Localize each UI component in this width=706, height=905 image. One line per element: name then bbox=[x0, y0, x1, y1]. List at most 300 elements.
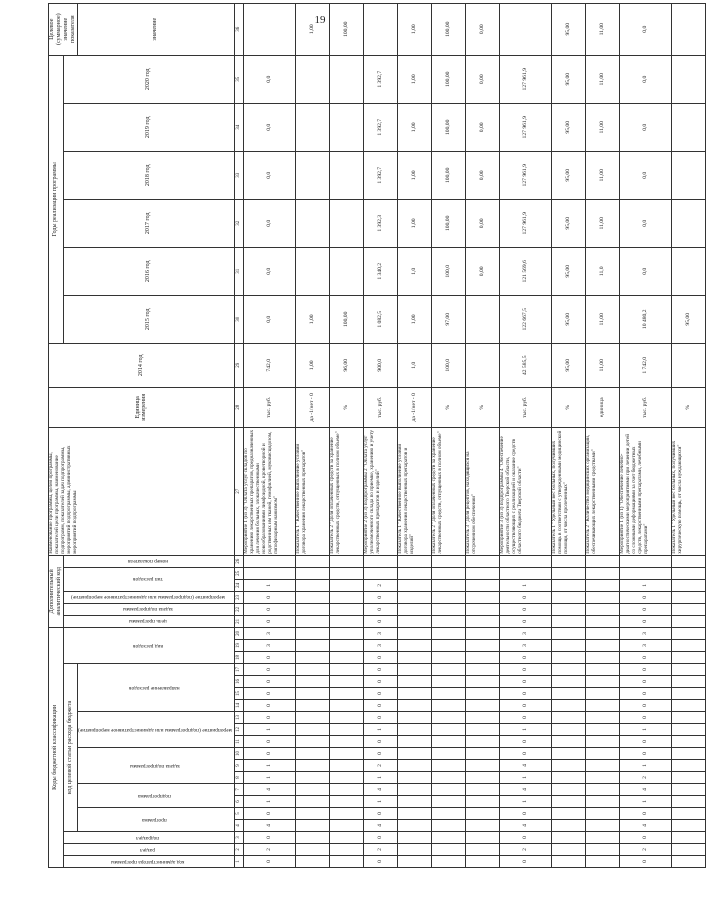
program-table bbox=[48, 3, 706, 868]
value-cell: 95,00 bbox=[671, 295, 705, 343]
col-indicator-number: номер показателя bbox=[63, 555, 234, 567]
code-cell bbox=[585, 760, 619, 772]
code-cell: 0 bbox=[363, 856, 397, 868]
value-cell bbox=[243, 3, 295, 55]
code-cell: 0 bbox=[619, 688, 671, 700]
year-2014-header: 2014 год bbox=[49, 343, 235, 387]
code-cell bbox=[431, 832, 465, 844]
code-cell bbox=[397, 796, 431, 808]
code-cell bbox=[551, 688, 585, 700]
code-cell bbox=[551, 784, 585, 796]
column-index-cell: 29 bbox=[234, 343, 243, 387]
code-cell bbox=[295, 688, 329, 700]
code-cell bbox=[551, 760, 585, 772]
value-cell: 11,0 bbox=[585, 247, 619, 295]
table-body bbox=[243, 3, 705, 867]
code-cell bbox=[551, 615, 585, 627]
row-description: Показатель 1 "Качественное выполнение условий договора хранения лекарственных препаратов" bbox=[295, 427, 329, 555]
code-cell: 4 bbox=[363, 820, 397, 832]
column-index-cell: 24 bbox=[234, 579, 243, 591]
row-description: Показатель 3 "Доля рецептов, находящихся на отсроченном обеспечении" bbox=[465, 427, 499, 555]
code-cell bbox=[585, 796, 619, 808]
column-index-cell: 25 bbox=[234, 567, 243, 579]
code-cell bbox=[295, 664, 329, 676]
code-cell: 3 bbox=[363, 640, 397, 652]
code-cell: 0 bbox=[499, 603, 551, 615]
code-cell bbox=[431, 579, 465, 591]
code-cell bbox=[397, 567, 431, 579]
value-cell bbox=[671, 3, 705, 55]
code-cell bbox=[295, 784, 329, 796]
value-cell: 1,00 bbox=[295, 295, 329, 343]
code-cell: 0 bbox=[363, 808, 397, 820]
column-index-cell: 27 bbox=[234, 427, 243, 555]
code-cell: 0 bbox=[499, 832, 551, 844]
code-cell bbox=[431, 627, 465, 639]
code-cell bbox=[431, 700, 465, 712]
code-cell bbox=[397, 784, 431, 796]
code-cell bbox=[243, 567, 295, 579]
code-cell bbox=[295, 652, 329, 664]
table-row bbox=[671, 3, 705, 867]
code-cell bbox=[295, 579, 329, 591]
code-cell bbox=[551, 676, 585, 688]
row-description: Показатель 1 "Удельный вес больных, получивших помощь в соответствии с утвержденными медицинской помощи, от числа пролеченных" bbox=[551, 427, 585, 555]
code-cell bbox=[465, 664, 499, 676]
column-index-cell: 11 bbox=[234, 736, 243, 748]
code-cell: 0 bbox=[499, 591, 551, 603]
code-cell: 0 bbox=[363, 603, 397, 615]
code-cell bbox=[431, 760, 465, 772]
code-cell bbox=[671, 664, 705, 676]
code-cell bbox=[671, 640, 705, 652]
table-row bbox=[363, 3, 397, 867]
code-cell: 0 bbox=[619, 856, 671, 868]
column-index-cell: 30 bbox=[234, 295, 243, 343]
value-cell bbox=[671, 55, 705, 103]
column-index-cell: 17 bbox=[234, 664, 243, 676]
column-index-cell: 34 bbox=[234, 103, 243, 151]
value-cell: 121 569,6 bbox=[499, 247, 551, 295]
code-cell: 0 bbox=[619, 591, 671, 603]
code-cell bbox=[465, 772, 499, 784]
code-cell bbox=[671, 724, 705, 736]
col-expense-type: вид расходов bbox=[63, 627, 234, 663]
code-cell: 0 bbox=[499, 748, 551, 760]
code-cell bbox=[671, 603, 705, 615]
code-cell bbox=[295, 640, 329, 652]
code-cell bbox=[671, 736, 705, 748]
code-cell bbox=[329, 796, 363, 808]
code-cell bbox=[671, 615, 705, 627]
code-cell bbox=[431, 784, 465, 796]
row-description: Мероприятие 2 (из 3) подпрограммы 2 "Оплата услуг уполномоченного склада по приемке, хранению и учету лекарственных препаратов и изделий" bbox=[363, 427, 397, 555]
col-section: раздел bbox=[63, 844, 234, 856]
code-cell bbox=[465, 579, 499, 591]
code-cell bbox=[329, 712, 363, 724]
table-row bbox=[329, 3, 363, 867]
value-cell: 42 585,5 bbox=[499, 343, 551, 387]
code-cell bbox=[329, 736, 363, 748]
code-cell: 2 bbox=[619, 844, 671, 856]
code-cell: 0 bbox=[619, 832, 671, 844]
column-index-cell: 20 bbox=[234, 627, 243, 639]
code-cell bbox=[551, 579, 585, 591]
row-description: Показатель 1 "Качественное выполнение условий договора хранения лекарственных препаратов и изделий" bbox=[397, 427, 431, 555]
column-index-row bbox=[234, 3, 243, 867]
code-cell: 1 bbox=[243, 796, 295, 808]
code-cell: 0 bbox=[243, 748, 295, 760]
code-cell: 1 bbox=[243, 579, 295, 591]
value-cell: 0,0 bbox=[619, 199, 671, 247]
code-cell bbox=[585, 555, 619, 567]
code-cell bbox=[431, 748, 465, 760]
code-cell bbox=[295, 603, 329, 615]
value-cell: 127 961,9 bbox=[499, 151, 551, 199]
value-cell: 100,0 bbox=[431, 247, 465, 295]
code-cell: 0 bbox=[363, 664, 397, 676]
table-row bbox=[465, 3, 499, 867]
year-2018-header: 2018 год bbox=[63, 151, 234, 199]
code-cell bbox=[551, 652, 585, 664]
value-cell: 1,00 bbox=[295, 3, 329, 55]
code-cell bbox=[329, 832, 363, 844]
value-cell: 1 392,7 bbox=[363, 151, 397, 199]
value-cell: 0,0 bbox=[243, 55, 295, 103]
code-cell: 4 bbox=[243, 784, 295, 796]
code-cell bbox=[295, 796, 329, 808]
code-cell bbox=[465, 603, 499, 615]
code-cell bbox=[295, 820, 329, 832]
code-cell bbox=[329, 591, 363, 603]
value-cell: 11,00 bbox=[585, 55, 619, 103]
code-cell bbox=[671, 820, 705, 832]
value-cell: 0,00 bbox=[465, 55, 499, 103]
code-cell bbox=[671, 579, 705, 591]
value-cell: 127 961,9 bbox=[499, 55, 551, 103]
code-cell bbox=[551, 640, 585, 652]
code-cell bbox=[431, 712, 465, 724]
value-cell: 95,00 bbox=[551, 103, 585, 151]
code-cell bbox=[397, 627, 431, 639]
value-cell: 1 392,3 bbox=[363, 199, 397, 247]
code-cell bbox=[671, 844, 705, 856]
column-index-cell: 5 bbox=[234, 808, 243, 820]
value-cell: 11,00 bbox=[585, 151, 619, 199]
code-cell: 0 bbox=[243, 591, 295, 603]
code-cell: 3 bbox=[499, 627, 551, 639]
code-cell: 0 bbox=[619, 712, 671, 724]
col-subprogram: подпрограмма bbox=[77, 784, 234, 808]
code-cell bbox=[465, 736, 499, 748]
year-2016-header: 2016 год bbox=[63, 247, 234, 295]
code-cell: 4 bbox=[363, 784, 397, 796]
code-cell: 0 bbox=[243, 615, 295, 627]
value-cell: 95,00 bbox=[551, 55, 585, 103]
code-cell bbox=[295, 748, 329, 760]
additional-codes-header: Дополнительный аналитический код bbox=[49, 555, 64, 627]
code-cell bbox=[397, 832, 431, 844]
code-cell bbox=[431, 808, 465, 820]
code-cell bbox=[431, 615, 465, 627]
code-cell: 1 bbox=[619, 579, 671, 591]
code-cell bbox=[329, 615, 363, 627]
code-cell bbox=[551, 712, 585, 724]
code-cell bbox=[585, 627, 619, 639]
code-cell: 0 bbox=[243, 700, 295, 712]
row-description: Мероприятие 3 (из 3) подпрограммы 4 "Обеспечение деятельности областного Тверской области, осуществляющих с реализацией и оказание средств областного бюджета Тверской области" bbox=[499, 427, 551, 555]
table-row bbox=[499, 3, 551, 867]
code-cell: 0 bbox=[619, 808, 671, 820]
code-cell: 3 bbox=[243, 627, 295, 639]
code-cell: 0 bbox=[499, 712, 551, 724]
value-cell: 0,0 bbox=[243, 295, 295, 343]
value-cell bbox=[295, 55, 329, 103]
value-cell bbox=[465, 295, 499, 343]
code-cell: 0 bbox=[243, 603, 295, 615]
column-index-cell: 1 bbox=[234, 856, 243, 868]
code-cell bbox=[295, 712, 329, 724]
code-cell: 3 bbox=[363, 627, 397, 639]
col-event-add: мероприятие (подпрограммы или административное мероприятие) bbox=[63, 591, 234, 603]
code-cell bbox=[329, 760, 363, 772]
code-cell bbox=[397, 615, 431, 627]
code-cell: 0 bbox=[363, 591, 397, 603]
target-article-header: код целевой статьи расхода бюджета bbox=[63, 664, 77, 832]
code-cell: 1 bbox=[499, 796, 551, 808]
column-index-cell: 31 bbox=[234, 247, 243, 295]
column-index-cell: 13 bbox=[234, 712, 243, 724]
code-cell: 1 bbox=[363, 724, 397, 736]
column-index-cell: 16 bbox=[234, 676, 243, 688]
code-cell bbox=[551, 724, 585, 736]
unit-cell: тыс. руб. bbox=[499, 387, 551, 427]
value-cell: 1,0 bbox=[397, 343, 431, 387]
code-cell bbox=[551, 808, 585, 820]
code-cell bbox=[465, 820, 499, 832]
table-row bbox=[585, 3, 619, 867]
code-cell bbox=[671, 760, 705, 772]
code-cell bbox=[671, 796, 705, 808]
year-2019-header: 2019 год bbox=[63, 103, 234, 151]
code-cell: 0 bbox=[363, 652, 397, 664]
value-cell: 0,0 bbox=[619, 247, 671, 295]
code-cell bbox=[431, 820, 465, 832]
value-cell: 11,00 bbox=[585, 103, 619, 151]
code-cell: 1 bbox=[499, 724, 551, 736]
code-cell bbox=[329, 724, 363, 736]
code-cell bbox=[551, 567, 585, 579]
value-cell: 0,0 bbox=[619, 151, 671, 199]
code-cell bbox=[295, 736, 329, 748]
code-cell bbox=[465, 555, 499, 567]
code-cell bbox=[329, 700, 363, 712]
code-cell: 4 bbox=[619, 784, 671, 796]
code-cell bbox=[671, 652, 705, 664]
code-cell bbox=[551, 856, 585, 868]
code-cell: 0 bbox=[499, 808, 551, 820]
code-cell: 0 bbox=[243, 736, 295, 748]
code-cell bbox=[397, 688, 431, 700]
col-admin-code: код администратора программы bbox=[63, 856, 234, 868]
code-cell: 3 bbox=[499, 640, 551, 652]
value-cell: 11,00 bbox=[585, 295, 619, 343]
code-cell bbox=[585, 712, 619, 724]
value-cell: 95,00 bbox=[551, 151, 585, 199]
code-cell bbox=[363, 567, 397, 579]
column-index-cell: 32 bbox=[234, 199, 243, 247]
value-cell: 0,0 bbox=[619, 55, 671, 103]
row-description: Показатель 2 "Доля оплаченных средств за хранение лекарственных средств, отпущенных в полном объеме" bbox=[329, 427, 363, 555]
code-cell bbox=[295, 856, 329, 868]
value-cell: 0,0 bbox=[619, 103, 671, 151]
value-cell: 96,00 bbox=[329, 343, 363, 387]
row-description: Показатель 2 "Количество медицинских организаций, обеспечивающих лекарственными средствами" bbox=[585, 427, 619, 555]
code-cell: 1 bbox=[619, 796, 671, 808]
col-subprogram-task-add: задача подпрограммы bbox=[63, 603, 234, 615]
code-cell: 2 bbox=[363, 579, 397, 591]
code-cell: 4 bbox=[499, 820, 551, 832]
code-cell bbox=[329, 555, 363, 567]
code-cell bbox=[329, 856, 363, 868]
code-cell bbox=[465, 748, 499, 760]
code-cell bbox=[465, 796, 499, 808]
code-cell bbox=[329, 579, 363, 591]
value-cell bbox=[329, 151, 363, 199]
value-cell: 95,00 bbox=[551, 199, 585, 247]
code-cell bbox=[585, 748, 619, 760]
value-cell: 1,0 bbox=[397, 247, 431, 295]
code-cell: 0 bbox=[243, 676, 295, 688]
code-cell bbox=[397, 820, 431, 832]
code-cell: 1 bbox=[619, 760, 671, 772]
column-index-cell: 15 bbox=[234, 688, 243, 700]
column-index-cell: 3 bbox=[234, 832, 243, 844]
column-index-cell: 2 bbox=[234, 844, 243, 856]
unit-cell: % bbox=[465, 387, 499, 427]
code-cell bbox=[397, 772, 431, 784]
code-cell bbox=[465, 567, 499, 579]
code-cell bbox=[585, 664, 619, 676]
group-header-row bbox=[49, 3, 64, 867]
code-cell bbox=[397, 808, 431, 820]
code-cell bbox=[585, 688, 619, 700]
value-cell: 0,00 bbox=[465, 199, 499, 247]
code-cell bbox=[431, 603, 465, 615]
code-cell bbox=[465, 627, 499, 639]
value-cell: 1,00 bbox=[397, 199, 431, 247]
code-cell bbox=[295, 615, 329, 627]
code-cell: 1 bbox=[243, 772, 295, 784]
code-cell bbox=[329, 844, 363, 856]
code-cell bbox=[363, 555, 397, 567]
value-cell: 11,00 bbox=[585, 199, 619, 247]
code-cell: 0 bbox=[243, 688, 295, 700]
program-goals-header: Наименование программы, целей программы, показателей цели программы, наименование подпрограмм, показателей задач подпрограммы, мероприятий подпрограммы, административных мероприятий подпрограммы bbox=[49, 427, 235, 555]
code-cell bbox=[671, 712, 705, 724]
code-cell bbox=[671, 627, 705, 639]
code-cell bbox=[551, 664, 585, 676]
code-cell bbox=[431, 688, 465, 700]
table-row bbox=[397, 3, 431, 867]
value-cell: 100,00 bbox=[431, 199, 465, 247]
col-event-type-add: тип расходов bbox=[63, 567, 234, 591]
code-cell: 0 bbox=[619, 603, 671, 615]
code-cell bbox=[465, 808, 499, 820]
code-cell bbox=[585, 784, 619, 796]
unit-cell: единица bbox=[585, 387, 619, 427]
unit-cell: % bbox=[671, 387, 705, 427]
value-cell bbox=[671, 247, 705, 295]
code-cell: 0 bbox=[363, 736, 397, 748]
code-cell bbox=[397, 700, 431, 712]
code-cell bbox=[431, 844, 465, 856]
value-cell: 97,00 bbox=[431, 295, 465, 343]
value-cell: 0,0 bbox=[243, 151, 295, 199]
unit-cell: % bbox=[431, 387, 465, 427]
code-cell: 2 bbox=[243, 844, 295, 856]
code-cell bbox=[329, 627, 363, 639]
code-cell bbox=[585, 615, 619, 627]
code-cell: 4 bbox=[499, 784, 551, 796]
code-cell bbox=[585, 844, 619, 856]
code-cell bbox=[465, 724, 499, 736]
value-cell: 1 340,2 bbox=[363, 247, 397, 295]
code-cell bbox=[551, 820, 585, 832]
code-cell bbox=[295, 700, 329, 712]
code-cell bbox=[431, 555, 465, 567]
table-row bbox=[431, 3, 465, 867]
code-cell: 0 bbox=[499, 615, 551, 627]
code-cell bbox=[329, 808, 363, 820]
code-cell: 0 bbox=[619, 652, 671, 664]
code-cell bbox=[431, 796, 465, 808]
code-cell bbox=[397, 736, 431, 748]
code-cell bbox=[329, 820, 363, 832]
code-cell bbox=[465, 652, 499, 664]
value-cell: 0,0 bbox=[243, 103, 295, 151]
code-cell: 0 bbox=[619, 700, 671, 712]
value-cell: 100,00 bbox=[329, 295, 363, 343]
code-cell: 0 bbox=[619, 615, 671, 627]
value-cell: 95,00 bbox=[551, 295, 585, 343]
code-cell bbox=[585, 856, 619, 868]
code-cell: 1 bbox=[619, 724, 671, 736]
code-cell bbox=[585, 567, 619, 579]
code-cell: 0 bbox=[499, 676, 551, 688]
code-cell bbox=[671, 567, 705, 579]
code-cell bbox=[499, 567, 551, 579]
value-cell: 742,0 bbox=[243, 343, 295, 387]
code-cell: 2 bbox=[499, 844, 551, 856]
value-cell: 10 480,2 bbox=[619, 295, 671, 343]
code-cell: 2 bbox=[363, 760, 397, 772]
value-cell: 122 667,5 bbox=[499, 295, 551, 343]
unit-cell: % bbox=[551, 387, 585, 427]
value-cell: 1,00 bbox=[397, 55, 431, 103]
code-cell bbox=[465, 615, 499, 627]
column-index-cell: 4 bbox=[234, 820, 243, 832]
code-cell bbox=[465, 856, 499, 868]
code-cell bbox=[397, 712, 431, 724]
code-cell bbox=[397, 603, 431, 615]
code-cell bbox=[465, 832, 499, 844]
value-cell bbox=[671, 343, 705, 387]
code-cell bbox=[551, 736, 585, 748]
code-cell bbox=[671, 748, 705, 760]
code-cell: 0 bbox=[499, 688, 551, 700]
code-cell bbox=[329, 748, 363, 760]
